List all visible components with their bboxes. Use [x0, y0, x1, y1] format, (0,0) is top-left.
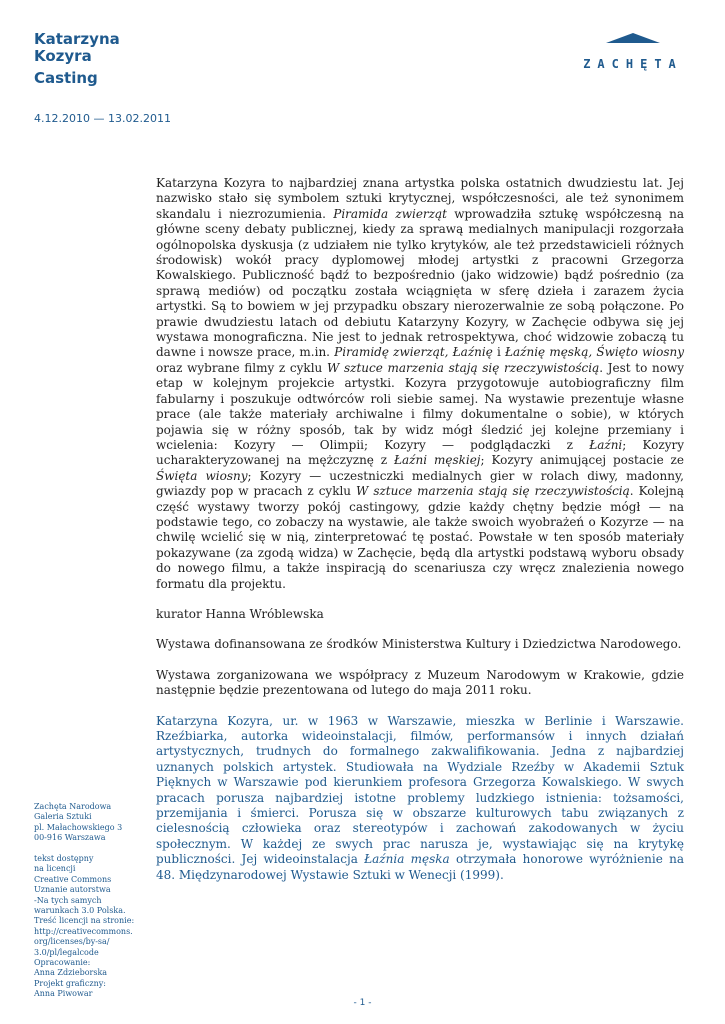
- license-line: Creative Commons: [34, 874, 112, 884]
- intro-paragraph: [156, 176, 684, 592]
- text-run: Katarzyna Kozyra, ur. w 1963 w Warszawie, mieszka w Berlinie i Warszawie. Rzeźbiarka, autorka wideoinstalacji, filmów, performansów i innych działań artystycznych, trudnych do formalnego zakwalifikowania. Jedna z najbardziej uznanych polskich artystek. Studiowała na Wydziale Rzeźby w Akademii Sztuk Pięknych w Warszawie pod kierunkiem profesora Grzegorza Kowalskiego. W swych pracach porusza najbardziej istotne problemy ludzkiego istnienia: tożsamości, przemijania i śmierci. Porusza się w obszarze kulturowych tabu związanych z cielesnością człowieka oraz stereotypów i zachowań zakodowanych w życiu społecznym. W każdej ze swych prac narusza je, wystawiając się na krytykę publiczności. Jej wideoinstalacja: [156, 713, 684, 867]
- main-text: [156, 176, 684, 898]
- credit-line: Opracowanie:: [34, 958, 91, 968]
- work-title: Łaźni męskiej: [394, 453, 481, 468]
- license-url-line: org/licenses/by-sa/: [34, 937, 110, 947]
- text-run: wprowadziła sztukę współczesną na główne sceny debaty publicznej, kiedy za sprawą medialnych manipulacji rozgorzała ogólnopolska dyskusja (z udziałem nie tylko krytyków, ale też przedstawicieli różnych środowisk) wokół pracy dyplomowej młodej artystki z pracowni Grzegorza Kowalskiego. Publiczność bądź to bezpośrednio (jako widzowie) bądź pośrednio (za sprawą mediów) od początku została wciągnięta w sferę dzieła i zarazem życia artystki. Są to bowiem w jej przypadku obszary nierozerwalnie ze sobą połączone. Po prawie dwudziestu latach od debiutu Katarzyny Kozyry, w Zachęcie odbywa się jej wystawa monograficzna. Nie jest to jednak retrospektywa, choć widzowie zobaczą tu dawne i nowsze prace, m.in.: [156, 206, 684, 360]
- curator-line: kurator Hanna Wróblewska: [156, 606, 324, 621]
- address-line: Zachęta Narodowa: [34, 802, 112, 811]
- work-title: Święta wiosny: [156, 468, 248, 483]
- license-url-line: 3.0/pl/legalcode: [34, 947, 99, 957]
- credit-line: Anna Piwowar: [34, 989, 93, 999]
- address-line: Galeria Sztuki: [34, 812, 92, 822]
- text-run: i: [492, 345, 505, 360]
- license-line: Treść licencji na stronie:: [34, 916, 135, 926]
- work-title: Piramidę zwierząt, Łaźnię: [334, 345, 493, 360]
- work-title: Piramida zwierząt: [333, 206, 447, 221]
- text-run: . Kolejną część wystawy tworzy pokój castingowy, gdzie każdy chętny będzie mógł — na podstawie tego, co zobaczy na wystawie, ale także swoich wyobrażeń o Kozyrze — na chwilę wcielić się w nią, zinterpretować tę postać. Powstałe w ten sposób materiały pokazywane (za zgodą widza) w Zachęcie, będą dla artystki podstawą wyboru obsady do nowego filmu, a także inspiracją do scenariusza czy wręcz znalezienia nowego formatu dla projektu.: [156, 484, 684, 591]
- work-title: Łaźni: [589, 437, 623, 452]
- text-run: ; Kozyry animującej postacie ze: [480, 453, 684, 468]
- address-line: 00-916 Warszawa: [34, 833, 106, 843]
- text-run: Katarzyna Kozyra to najbardziej znana artystka polska ostatnich dwudziestu lat. Jej nazwisko stało się symbolem sztuki krytycznej, współczesności, ale też synonimem skandalu i niezrozumienia.: [156, 176, 684, 221]
- roof-logo-icon: [576, 30, 690, 52]
- title-line-1: Katarzyna: [34, 30, 120, 48]
- work-title: Łaźnia męska: [364, 852, 450, 867]
- text-run: oraz wybrane filmy z cyklu: [156, 360, 327, 375]
- exhibition-dates: 4.12.2010 — 13.02.2011: [34, 112, 171, 125]
- license-info: [34, 854, 152, 1000]
- work-title: W sztuce marzenia stają się rzeczywistością: [356, 484, 630, 499]
- work-title: Łaźnię męską, Święto wiosny: [504, 345, 684, 360]
- gallery-address: [34, 802, 152, 844]
- license-url-line: http://creativecommons.: [34, 926, 133, 936]
- license-line: warunkach 3.0 Polska.: [34, 906, 126, 916]
- page-subtitle: Casting: [34, 69, 98, 87]
- cooperation-note: Wystawa zorganizowana we współpracy z Muzeum Narodowym w Krakowie, gdzie następnie będzie prezentowana od lutego do maja 2011 roku.: [156, 667, 684, 698]
- funding-note: Wystawa dofinansowana ze środków Ministerstwa Kultury i Dziedzictwa Narodowego.: [156, 637, 682, 652]
- address-line: pl. Małachowskiego 3: [34, 822, 123, 832]
- credit-line: Projekt graficzny:: [34, 978, 106, 988]
- page-title: [34, 31, 120, 65]
- text-run: ; Kozyry ucharakteryzowanej na mężczyznę z: [156, 437, 685, 468]
- page-number: - 1 -: [353, 998, 372, 1008]
- zacheta-logo: [576, 30, 690, 74]
- text-run: ; Kozyry — uczestniczki medialnych gier w rolach diwy, madonny, gwiazdy pop w pracach z cyklu: [156, 468, 684, 499]
- work-title: W sztuce marzenia stają się rzeczywistością: [326, 360, 600, 375]
- license-line: -Na tych samych: [34, 895, 102, 905]
- license-line: na licencji: [34, 864, 76, 874]
- artist-bio: [156, 714, 684, 883]
- text-run: otrzymała honorowe wyróżnienie na 48. Międzynarodowej Wystawie Sztuki w Wenecji (1999).: [156, 852, 684, 882]
- credit-line: Anna Zdzieborska: [34, 968, 108, 978]
- license-line: tekst dostępny: [34, 854, 94, 864]
- sidebar-colophon: [34, 802, 152, 1010]
- title-line-2: Kozyra: [34, 47, 92, 65]
- logo-wordmark: ZACHĘTA: [583, 57, 683, 71]
- license-line: Uznanie autorstwa: [34, 885, 111, 895]
- text-run: . Jest to nowy etap w kolejnym projekcie artystki. Kozyra przygotowuje autobiograficzny film fabularny i poszukuje odtwórców roli siebie samej. Na wystawie prezentuje własne prace (ale także materiały archiwalne i filmy dokumentalne o sobie), w których pojawia się w różny sposób, tak by widz mógł śledzić jej kolejne przemiany i wcielenia: Kozyry — Olimpii; Kozyry — podglądaczki z: [156, 360, 685, 452]
